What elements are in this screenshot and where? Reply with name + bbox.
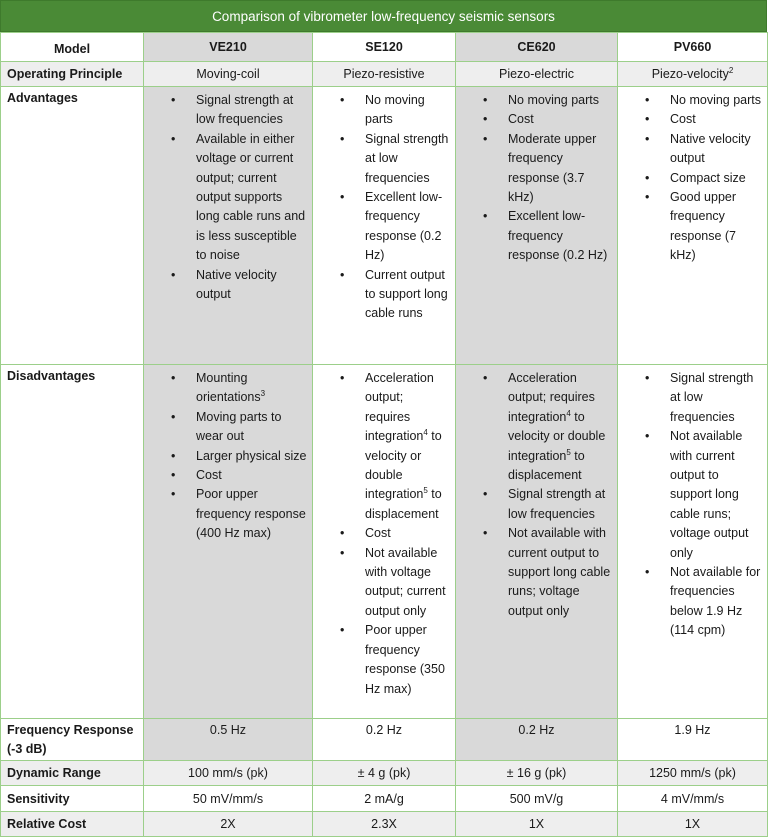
disadvantages-pv660 [618, 365, 768, 719]
list-item: • Signal strength at low frequencies [618, 369, 763, 427]
list-item: • Excellent low-frequency response (0.2 Hz) [456, 207, 613, 265]
list-item-text: to velocity or double integration [365, 429, 442, 502]
footnote-5: 5 [566, 447, 571, 457]
list-item: • Compact size [618, 169, 763, 188]
relative-cost-ve210: 2X [144, 812, 313, 837]
table-title: Comparison of vibrometer low-frequency seismic sensors [0, 0, 767, 32]
list-item: • Cost [313, 524, 451, 543]
list-item: • No moving parts [618, 91, 763, 110]
frequency-row [1, 719, 768, 761]
sensitivity-se120: 2 mA/g [313, 786, 456, 812]
sensitivity-ce620: 500 mV/g [456, 786, 618, 812]
list-item-text: to velocity or double integration [508, 409, 606, 463]
header-model-pv660: PV660 [618, 33, 768, 62]
header-model-se120: SE120 [313, 33, 456, 62]
advantages-pv660-list [618, 91, 763, 266]
header-model-label: Model [1, 33, 144, 62]
disadvantages-ve210-list [144, 369, 308, 544]
list-item: • Moderate upper frequency response (3.7 kHz) [456, 130, 613, 208]
list-item: • Available in either voltage or current output; current output supports long cable runs and is less susceptible to noise [144, 130, 308, 266]
relative-cost-ce620: 1X [456, 812, 618, 837]
list-item: • Signal strength at low frequencies [313, 130, 451, 188]
advantages-pv660 [618, 87, 768, 365]
advantages-se120 [313, 87, 456, 365]
advantages-label: Advantages [1, 87, 144, 365]
list-item-text: to displacement [508, 448, 585, 483]
dynamic-range-ce620: ± 16 g (pk) [456, 761, 618, 786]
list-item-text: Mounting orientations [196, 371, 261, 405]
frequency-ce620: 0.2 Hz [456, 719, 618, 761]
sensitivity-ve210: 50 mV/mm/s [144, 786, 313, 812]
list-item-text: Acceleration output; requires integration [365, 371, 434, 444]
footnote-3: 3 [260, 389, 266, 399]
header-model-ve210: VE210 [144, 33, 313, 62]
dynamic-range-se120: ± 4 g (pk) [313, 761, 456, 786]
principle-row [1, 62, 768, 87]
list-item [144, 369, 308, 408]
footnote-4: 4 [423, 428, 428, 438]
disadvantages-ce620 [456, 365, 618, 719]
disadvantages-pv660-list [618, 369, 763, 641]
relative-cost-se120: 2.3X [313, 812, 456, 837]
sensitivity-label: Sensitivity [1, 786, 144, 812]
relative-cost-row [1, 812, 768, 837]
footnote-5: 5 [423, 486, 428, 496]
list-item: • Current output to support long cable runs [313, 266, 451, 324]
list-item: • Excellent low-frequency response (0.2 Hz) [313, 188, 451, 266]
advantages-ve210 [144, 87, 313, 365]
frequency-pv660: 1.9 Hz [618, 719, 768, 761]
relative-cost-label: Relative Cost [1, 812, 144, 837]
sensitivity-row [1, 786, 768, 812]
dynamic-range-label: Dynamic Range [1, 761, 144, 786]
advantages-ce620 [456, 87, 618, 365]
frequency-se120: 0.2 Hz [313, 719, 456, 761]
advantages-row [1, 87, 768, 365]
list-item: • No moving parts [456, 91, 613, 110]
sensitivity-pv660: 4 mV/mm/s [618, 786, 768, 812]
principle-pv660-text: Piezo-velocity [651, 67, 729, 81]
principle-ce620: Piezo-electric [456, 62, 618, 87]
frequency-ve210: 0.5 Hz [144, 719, 313, 761]
header-row [1, 33, 768, 62]
disadvantages-row [1, 365, 768, 719]
list-item: • Native velocity output [618, 130, 763, 169]
list-item: • Moving parts to wear out [144, 408, 308, 447]
dynamic-range-row [1, 761, 768, 786]
disadvantages-ce620-list [456, 369, 613, 621]
list-item: • No moving parts [313, 91, 451, 130]
disadvantages-se120-list [313, 369, 451, 699]
list-item: • Cost [618, 110, 763, 129]
dynamic-range-ve210: 100 mm/s (pk) [144, 761, 313, 786]
advantages-ce620-list [456, 91, 613, 266]
list-item [313, 369, 451, 524]
dynamic-range-pv660: 1250 mm/s (pk) [618, 761, 768, 786]
principle-label: Operating Principle [1, 62, 144, 87]
list-item: • Signal strength at low frequencies [144, 91, 308, 130]
list-item: • Not available with current output to support long cable runs; voltage output only [618, 427, 763, 563]
disadvantages-label: Disadvantages [1, 365, 144, 719]
list-item: • Signal strength at low frequencies [456, 485, 613, 524]
list-item: • Cost [144, 466, 308, 485]
list-item: • Poor upper frequency response (350 Hz max) [313, 621, 451, 699]
frequency-label: Frequency Response (-3 dB) [1, 719, 144, 761]
advantages-ve210-list [144, 91, 308, 304]
footnote-4: 4 [566, 408, 571, 418]
list-item: • Native velocity output [144, 266, 308, 305]
list-item: • Not available with voltage output; current output only [313, 544, 451, 622]
list-item: • Not available for frequencies below 1.9 Hz (114 cpm) [618, 563, 763, 641]
principle-pv660 [618, 62, 768, 87]
header-model-ce620: CE620 [456, 33, 618, 62]
comparison-table [0, 32, 768, 837]
principle-se120: Piezo-resistive [313, 62, 456, 87]
list-item-text: to displacement [365, 487, 442, 521]
principle-ve210: Moving-coil [144, 62, 313, 87]
disadvantages-ve210 [144, 365, 313, 719]
list-item-text: Acceleration output; requires integration [508, 371, 595, 424]
list-item: • Larger physical size [144, 447, 308, 466]
advantages-se120-list [313, 91, 451, 324]
list-item: • Not available with current output to support long cable runs; voltage output only [456, 524, 613, 621]
relative-cost-pv660: 1X [618, 812, 768, 837]
list-item: • Good upper frequency response (7 kHz) [618, 188, 763, 266]
footnote-2: 2 [728, 65, 734, 75]
list-item: • Cost [456, 110, 613, 129]
disadvantages-se120 [313, 365, 456, 719]
list-item [456, 369, 613, 485]
list-item: • Poor upper frequency response (400 Hz max) [144, 485, 308, 543]
